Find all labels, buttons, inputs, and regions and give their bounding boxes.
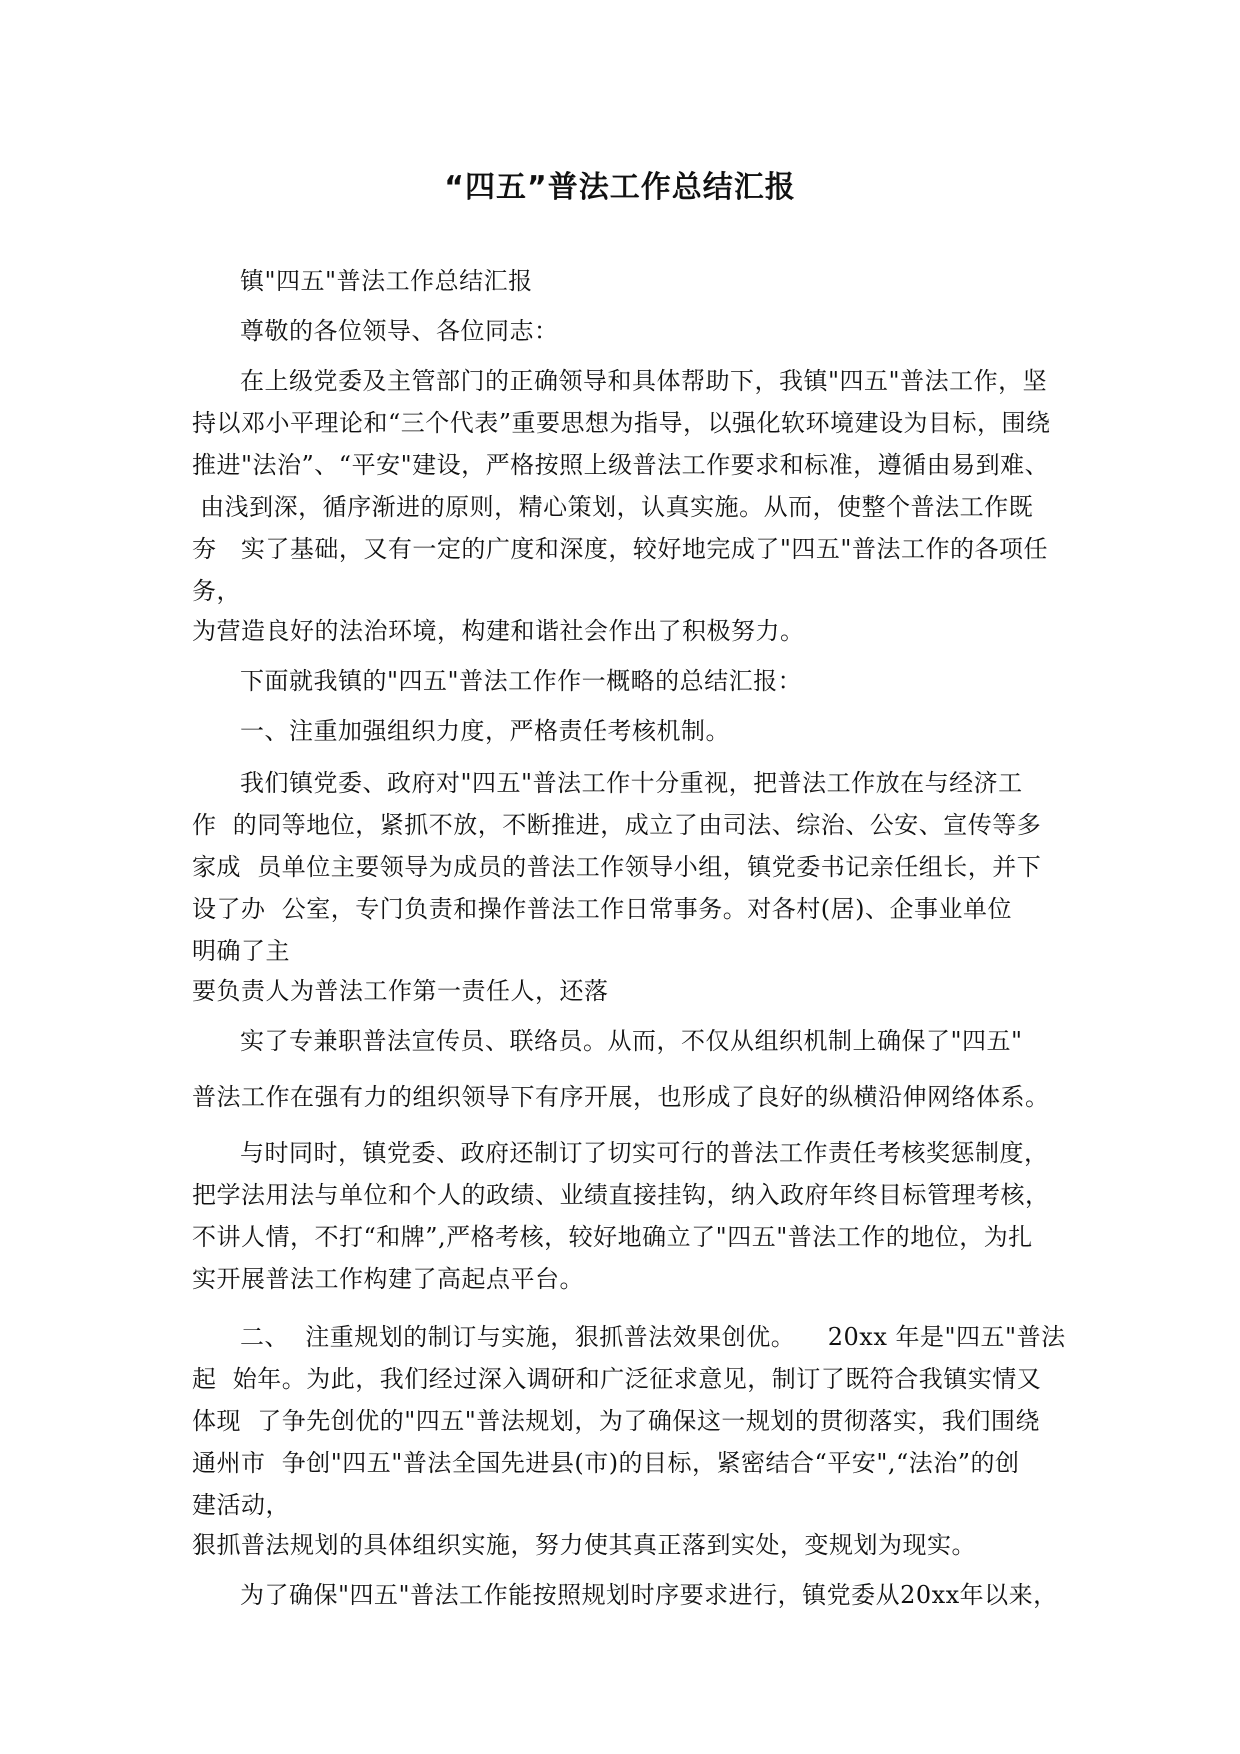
body-line: 我们镇党委、政府对"四五"普法工作十分重视，把普法工作放在与经济工 <box>240 769 1023 797</box>
body-line: 狠抓普法规划的具体组织实施，努力使其真正落到实处，变规划为现实。 <box>192 1531 976 1559</box>
body-line: 推进"法治”、“平安"建设，严格按照上级普法工作要求和标准，遵循由易到难、 <box>192 451 1050 479</box>
body-line: 不讲人情，不打“和牌”,严格考核，较好地确立了"四五"普法工作的地位，为扎 <box>192 1223 1033 1251</box>
body-line: 把学法用法与单位和个人的政绩、业绩直接挂钩，纳入政府年终目标管理考核， <box>192 1181 1050 1209</box>
body-line: 与时同时，镇党委、政府还制订了切实可行的普法工作责任考核奖惩制度， <box>240 1139 1049 1167</box>
body-line: 尊敬的各位领导、各位同志： <box>240 317 559 345</box>
body-line: 为了确保"四五"普法工作能按照规划时序要求进行，镇党委从20xx年以来， <box>240 1581 1058 1609</box>
body-line: 建活动， <box>192 1491 290 1519</box>
body-line: 设了办 公室，专门负责和操作普法工作日常事务。对各村(居)、企事业单位 <box>192 895 1012 923</box>
section-heading: 一、注重加强组织力度，严格责任考核机制。 <box>240 717 730 745</box>
body-line: 下面就我镇的"四五"普法工作作一概略的总结汇报： <box>240 667 803 695</box>
body-line: 由浅到深，循序渐进的原则，精心策划，认真实施。从而，使整个普法工作既 <box>192 493 1034 521</box>
body-line: 在上级党委及主管部门的正确领导和具体帮助下，我镇"四五"普法工作，坚 <box>240 367 1048 395</box>
body-line: 实了专兼职普法宣传员、联络员。从而，不仅从组织机制上确保了"四五" <box>240 1027 1023 1055</box>
body-line: 家成 员单位主要领导为成员的普法工作领导小组，镇党委书记亲任组长，并下 <box>192 853 1042 881</box>
document-title: “四五”普法工作总结汇报 <box>444 170 796 205</box>
body-line: 务， <box>192 577 241 605</box>
body-line: 通州市 争创"四五"普法全国先进县(市)的目标，紧密结合“平安",“法治”的创 <box>192 1449 1020 1477</box>
body-line: 实开展普法工作构建了高起点平台。 <box>192 1265 584 1293</box>
body-line: 普法工作在强有力的组织领导下有序开展，也形成了良好的纵横沿伸网络体系。 <box>192 1083 1050 1111</box>
body-line: 体现 了争先创优的"四五"普法规划，为了确保这一规划的贯彻落实，我们围绕 <box>192 1407 1040 1435</box>
body-line: 镇"四五"普法工作总结汇报 <box>240 267 533 295</box>
section-heading: 二、 注重规划的制订与实施，狠抓普法效果创优。 20xx 年是"四五"普法 <box>240 1323 1066 1351</box>
body-line: 起 始年。为此，我们经过深入调研和广泛征求意见，制订了既符合我镇实情又 <box>192 1365 1042 1393</box>
body-line: 为营造良好的法治环境，构建和谐社会作出了积极努力。 <box>192 617 805 645</box>
body-line: 明确了主 <box>192 937 290 965</box>
body-line: 作 的同等地位，紧抓不放，不断推进，成立了由司法、综治、公安、宣传等多 <box>192 811 1042 839</box>
body-line: 夯 实了基础，又有一定的广度和深度，较好地完成了"四五"普法工作的各项任 <box>192 535 1048 563</box>
body-line: 要负责人为普法工作第一责任人，还落 <box>192 977 609 1005</box>
body-line: 持以邓小平理论和“三个代表”重要思想为指导，以强化软环境建设为目标，围绕 <box>192 409 1051 437</box>
